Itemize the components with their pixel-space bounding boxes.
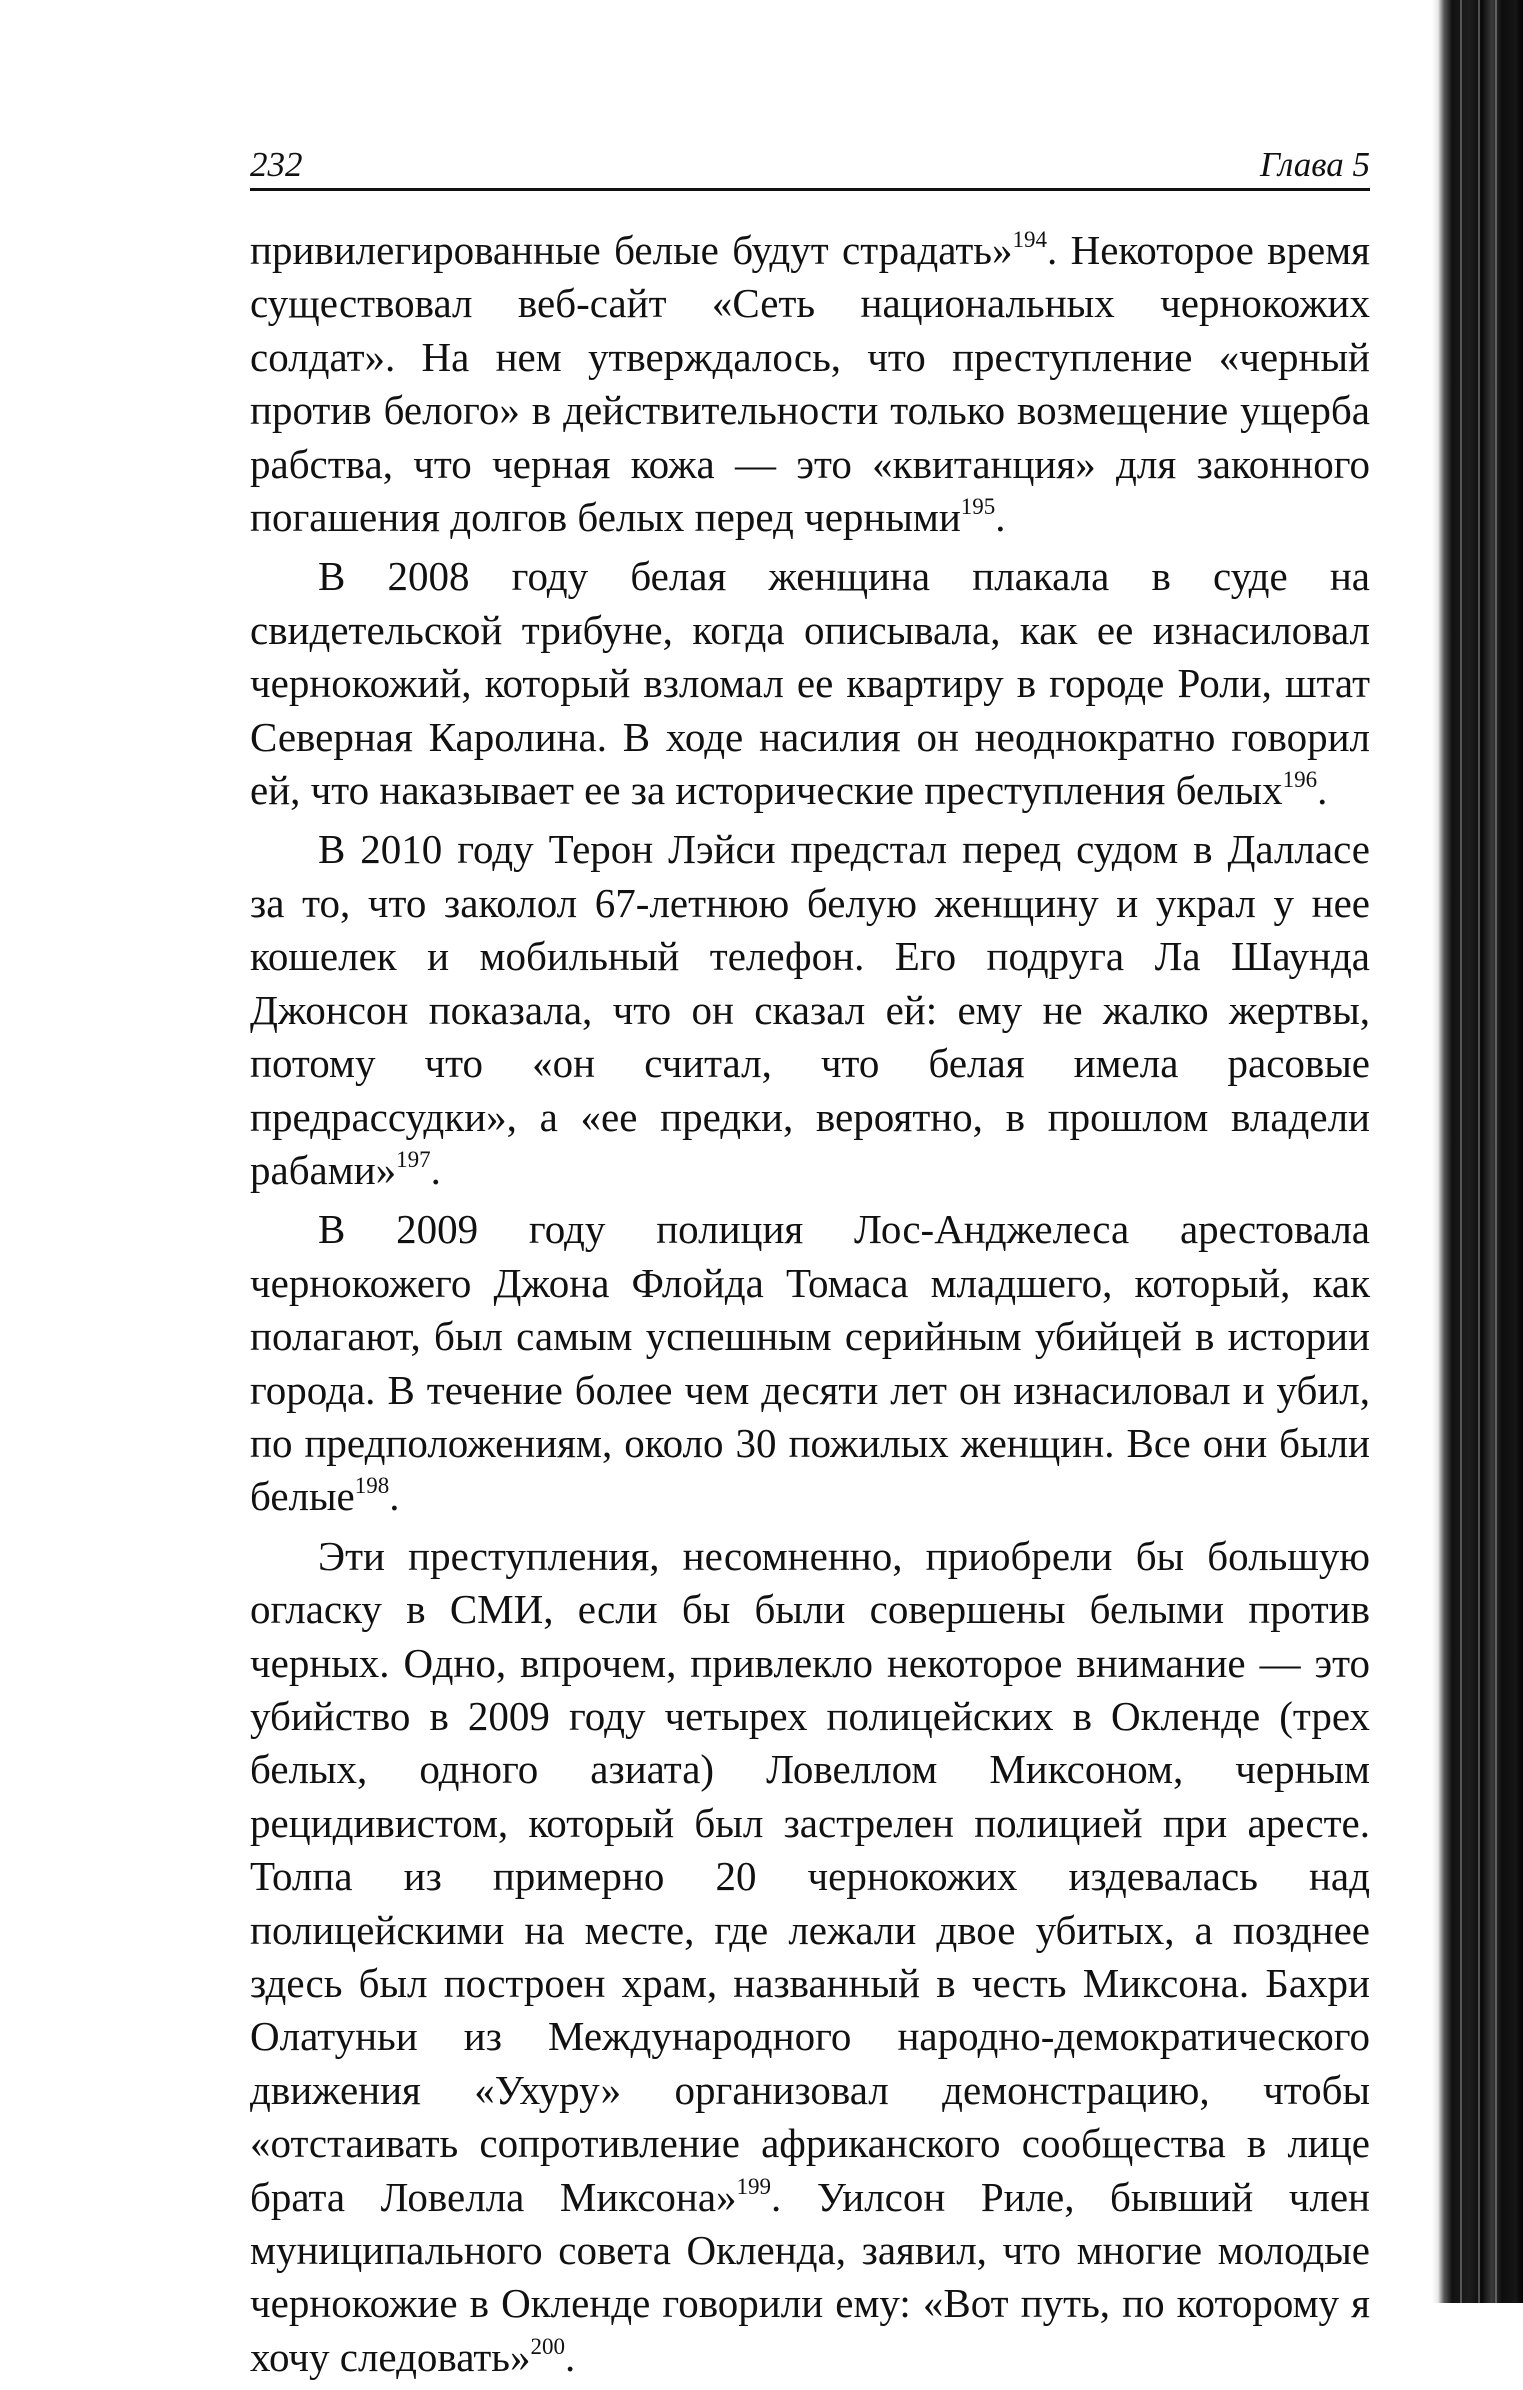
paragraph-text: В 2010 году Терон Лэйси предстал перед судом в Далласе за то, что заколол 67-летнюю белую женщину и украл у нее кошелек и мобильный телефон. Его подруга Ла Шаунда Джонсон показала, что он сказал ей: ему не жалко жертвы, потому что «он считал, что белая имела расовые предрассудки», а «ее предки, вероятно, в прошлом владели рабами» <box>250 826 1370 1193</box>
body-text <box>250 224 1370 2390</box>
footnote-ref: 200 <box>530 2333 565 2359</box>
running-header <box>250 143 1370 187</box>
chapter-title: Глава 5 <box>1260 145 1370 184</box>
paragraph-4 <box>250 1203 1370 1523</box>
paragraph-text: Эти преступления, несомненно, приобрели бы большую огласку в СМИ, если бы были совершены белыми против черных. Одно, впрочем, привлекло некоторое внимание — это убийство в 2009 году четырех полицейских в Окленде (трех белых, одного азиата) Ловеллом Миксоном, черным рецидивистом, который был застрелен полицией при аресте. Толпа из примерно 20 чернокожих издевалась над полицейскими на месте, где лежали двое убитых, а позднее здесь был построен храм, названный в честь Миксона. Бахри Олатуньи из Международного народно-демократического движения «Ухуру» организовал демонстрацию, чтобы «отстаивать сопротивление африканского сообщества в лице брата Ловелла Миксона» <box>250 1532 1370 2220</box>
header-rule <box>250 188 1370 191</box>
footnote-ref: 197 <box>396 1146 431 1172</box>
paragraph-text: В 2008 году белая женщина плакала в суде на свидетельской трибуне, когда описывала, как ее изнасиловал чернокожий, который взломал ее квартиру в городе Роли, штат Северная Каролина. В ходе насилия он неоднократно говорил ей, что наказывает ее за исторические преступления белых <box>250 553 1370 814</box>
paragraph-5 <box>250 1530 1370 2385</box>
paragraph-2 <box>250 550 1370 817</box>
edge-stripe <box>1460 0 1462 2303</box>
paragraph-text: . <box>430 1146 441 1193</box>
paragraph-text: . Некоторое время существовал веб-сайт «Сеть национальных чернокожих солдат». На нем утверждалось, что преступление «черный против белого» в действительности только возмещение ущерба рабства, что черная кожа — это «квитанция» для законного погашения долгов белых перед черными <box>250 227 1370 541</box>
paragraph-text: . Уилсон Риле, бывший член муниципального совета Окленда, заявил, что многие молодые чернокожие в Окленде говорили ему: «Вот путь, по которому я хочу следовать» <box>250 2173 1370 2380</box>
footnote-ref: 198 <box>354 1473 390 1499</box>
scanned-book-edge <box>1432 0 1523 2303</box>
footnote-ref: 199 <box>736 2173 772 2199</box>
paragraph-text: привилегированные белые будут страдать» <box>250 227 1013 273</box>
footnote-ref: 194 <box>1012 227 1047 252</box>
edge-stripe <box>1478 0 1480 2303</box>
paragraph-1 <box>250 224 1370 544</box>
paragraph-text: . <box>1317 767 1328 814</box>
paragraph-text: . <box>389 1473 400 1520</box>
paragraph-text: В 2009 году полиция Лос-Анджелеса арестовала чернокожего Джона Флойда Томаса младшего, который, как полагают, был самым успешным серийным убийцей в истории города. В течение более чем десяти лет он изнасиловал и убил, по предположениям, около 30 пожилых женщин. Все они были белые <box>250 1206 1370 1520</box>
paragraph-text: . <box>995 494 1006 541</box>
edge-stripe <box>1495 0 1497 2303</box>
paragraph-text: . <box>565 2333 576 2380</box>
footnote-ref: 195 <box>960 494 996 520</box>
footnote-ref: 196 <box>1282 767 1318 793</box>
page-number: 232 <box>250 145 303 184</box>
paragraph-3 <box>250 823 1370 1197</box>
